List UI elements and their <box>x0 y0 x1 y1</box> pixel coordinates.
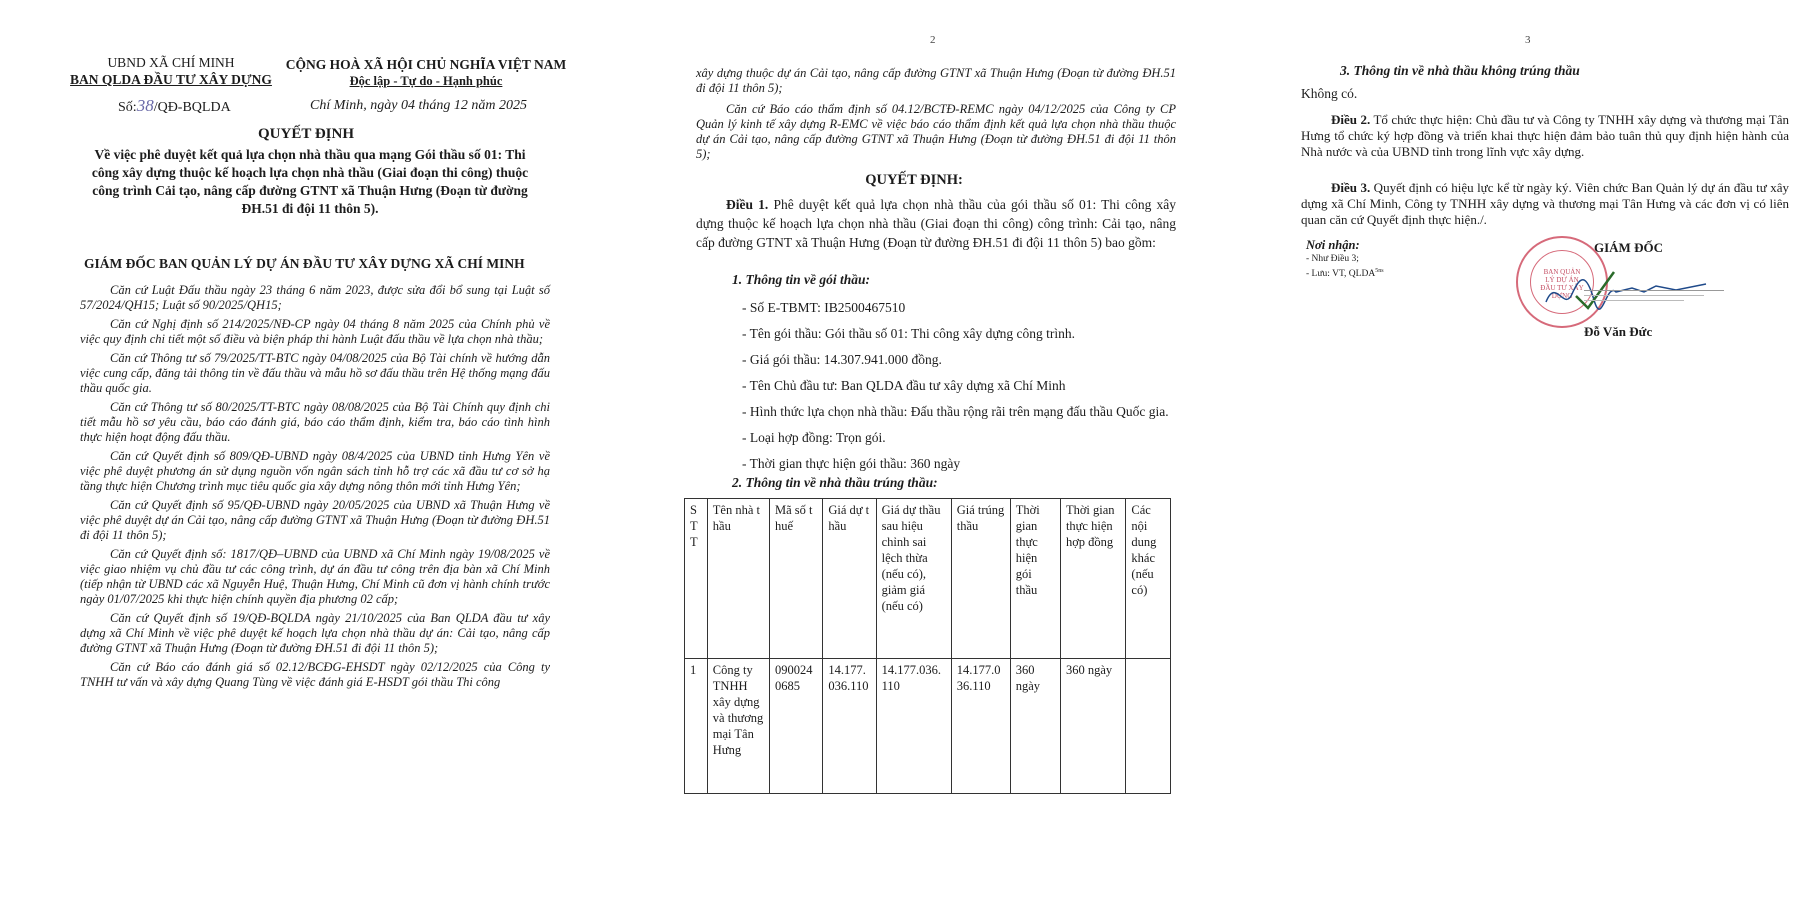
article-label: Điều 3. <box>1331 180 1371 195</box>
table-header-cell: Các nội dung khác (nếu có) <box>1126 499 1171 659</box>
table-cell: 360 ngày <box>1060 659 1125 794</box>
info-item: - Thời gian thực hiện gói thầu: 360 ngày <box>742 456 961 471</box>
decision-heading: QUYẾT ĐỊNH: <box>865 172 963 188</box>
table-cell: 360 ngày <box>1010 659 1060 794</box>
info-item: - Hình thức lựa chọn nhà thầu: Đấu thầu rộng rãi trên mạng đấu thầu Quốc gia. <box>742 404 1169 419</box>
org-parent: UBND XÃ CHÍ MINH <box>107 55 235 70</box>
digital-signature-info <box>1584 290 1734 305</box>
package-info-list <box>696 298 1182 473</box>
table-header-row <box>685 499 1171 659</box>
page-number: 3 <box>1525 34 1531 46</box>
table-cell: 14.177.036.110 <box>823 659 876 794</box>
national-header <box>276 56 576 90</box>
document-title: QUYẾT ĐỊNH <box>258 126 354 142</box>
issuing-org <box>62 54 280 88</box>
info-item: - Số E-TBMT: IB2500467510 <box>742 300 906 315</box>
article-label: Điều 2. <box>1331 112 1371 127</box>
ground-item: Căn cứ Quyết định số 809/QĐ-UBND ngày 08/4/2025 của UBND tỉnh Hưng Yên về việc phê duyệt phương án sử dụng nguồn vốn ngân sách tỉnh hỗ trợ các xã đầu tư cơ sở hạ tầng thực hiện Chương trình mục tiêu quốc gia xây dựng nông thôn mới tỉnh Hưng Yên; <box>80 449 550 493</box>
ground-item: Căn cứ Báo cáo đánh giá số 02.12/BCĐG-EHSDT ngày 02/12/2025 của Công ty TNHH tư vấn và xây dựng Quang Tùng về việc đánh giá E-HSDT gói thầu Thi công <box>80 660 550 689</box>
table-header-cell: Giá trúng thầu <box>951 499 1010 659</box>
handwritten-number: 38 <box>136 96 154 115</box>
stamp-text: BAN QUẢN LÝ DỰ ÁN ĐẦU TƯ XÂY DỰNG <box>1540 268 1584 300</box>
issuing-authority: GIÁM ĐỐC BAN QUẢN LÝ DỰ ÁN ĐẦU TƯ XÂY DỰNG XÃ CHÍ MINH <box>84 256 525 271</box>
info-item: - Giá gói thầu: 14.307.941.000 đồng. <box>742 352 942 367</box>
info-item: - Tên Chủ đầu tư: Ban QLDA đầu tư xây dựng xã Chí Minh <box>742 378 1066 393</box>
ground-item: Căn cứ Luật Đấu thầu ngày 23 tháng 6 năm 2023, được sửa đổi bổ sung tại Luật số 57/2024/QH15; Luật số 90/2025/QH15; <box>80 283 550 312</box>
recipient-item: - Lưu: VT, $QLDA^{5ns}$ <box>1306 268 1384 280</box>
section-heading: 2. Thông tin về nhà thầu trúng thầu: <box>732 475 938 490</box>
article-3: Điều 3. Quyết định có hiệu lực kể từ ngày ký. Viên chức Ban Quản lý dự án đầu tư xây dựng xã Chí Minh, Công ty TNHH xây dựng và thương mại Tân Hưng và các đơn vị có liên quan căn cứ Quyết định thực hiện./. <box>1301 180 1789 227</box>
recipient-item: - Như Điều 3; <box>1306 254 1359 264</box>
article-2: Điều 2. Tổ chức thực hiện: Chủ đầu tư và Công ty TNHH xây dựng và thương mại Tân Hưng tổ chức ký hợp đồng và triển khai thực hiện đảm bảo tuân thủ quy định hiện hành của Nhà nước và của UBND tỉnh trong lĩnh vực xây dựng. <box>1301 112 1789 159</box>
table-header-cell: Giá dự thầu sau hiệu chỉnh sai lệch thừa (nếu có), giảm giá (nếu có) <box>876 499 951 659</box>
document-subject: Về việc phê duyệt kết quả lựa chọn nhà thầu qua mạng Gói thầu số 01: Thi công xây dựng thuộc kế hoạch lựa chọn nhà thầu (Giai đoạn thi công) thuộc công trình Cải tạo, nâng cấp đường GTNT xã Thuận Hưng (Đoạn từ đường ĐH.51 đi đội 11 thôn 5). <box>91 147 529 216</box>
page-2 <box>612 0 1216 898</box>
table-cell: 14.177.036.110 <box>951 659 1010 794</box>
table-header-cell: Mã số thuế <box>769 499 822 659</box>
ground-item: Căn cứ Quyết định số 19/QĐ-BQLDA ngày 21/10/2025 của Ban QLDA đầu tư xây dựng xã Chí Minh về việc phê duyệt kế hoạch lựa chọn nhà thầu dự án: Cải tạo, nâng cấp đường GTNT xã Thuận Hưng (Đoạn từ đường ĐH.51 đi đội 11 thôn 5); <box>80 611 550 655</box>
ground-item: Căn cứ Thông tư số 80/2025/TT-BTC ngày 08/08/2025 của Bộ Tài Chính quy định chi tiết mẫu hồ sơ yêu cầu, báo cáo đánh giá, báo cáo thẩm định, kiểm tra, báo cáo tình hình thực hiện hoạt động đấu thầu. <box>80 400 550 444</box>
document-number: Số:38/QĐ-BQLDA <box>118 96 231 115</box>
issue-date: Chí Minh, ngày 04 tháng 12 năm 2025 <box>310 98 527 113</box>
page-number: 2 <box>930 34 936 46</box>
ground-item: Căn cứ Báo cáo thẩm định số 04.12/BCTĐ-REMC ngày 04/12/2025 của Công ty CP Quản lý kinh tế xây dựng R-EMC về việc báo cáo thẩm định kết quả lựa chọn nhà thầu thuộc dự án Cải tạo, nâng cấp đường GTNT xã Thuận Hưng (Đoạn từ đường ĐH.51 đi đội 11 thôn 5); <box>696 102 1176 161</box>
winning-bidder-table <box>684 498 1171 794</box>
signer-title: GIÁM ĐỐC <box>1594 240 1663 255</box>
org-name: BAN QLDA ĐẦU TƯ XÂY DỰNG <box>70 72 272 87</box>
table-cell: 14.177.036.110 <box>876 659 951 794</box>
table-cell: 1 <box>685 659 708 794</box>
recipients-block <box>1306 238 1384 280</box>
page-3 <box>1216 0 1799 898</box>
article-1: Điều 1. Phê duyệt kết quả lựa chọn nhà thầu của gói thầu số 01: Thi công xây dựng thuộc kế hoạch lựa chọn nhà thầu (Giai đoạn thi công) công trình: Cải tạo, nâng cấp đường GTNT xã Thuận Hưng (Đoạn từ đường ĐH.51 đi đội 11 thôn 5) bao gồm: <box>696 197 1176 250</box>
info-item: - Tên gói thầu: Gói thầu số 01: Thi công xây dựng công trình. <box>742 326 1076 341</box>
table-cell <box>1126 659 1171 794</box>
national-motto: Độc lập - Tự do - Hạnh phúc <box>349 74 503 88</box>
signer-name: Đỗ Văn Đức <box>1584 324 1653 339</box>
table-header-cell: Tên nhà thầu <box>707 499 769 659</box>
none-text: Không có. <box>1301 86 1358 101</box>
table-row <box>685 659 1171 794</box>
table-cell: Công ty TNHH xây dựng và thương mại Tân Hưng <box>707 659 769 794</box>
article-label: Điều 1. <box>726 197 769 212</box>
page-1 <box>0 0 612 898</box>
table-header-cell: Thời gian thực hiện gói thầu <box>1010 499 1060 659</box>
table-header-cell: Thời gian thực hiện hợp đồng <box>1060 499 1125 659</box>
table-header-cell: STT <box>685 499 708 659</box>
ground-continued: xây dựng thuộc dự án Cải tạo, nâng cấp đường GTNT xã Thuận Hưng (Đoạn từ đường ĐH.51 đi đội 11 thôn 5); <box>696 66 1176 95</box>
info-item: - Loại hợp đồng: Trọn gói. <box>742 430 886 445</box>
section-heading: 1. Thông tin về gói thầu: <box>732 272 871 287</box>
ground-item: Căn cứ Quyết định số: 1817/QĐ–UBND của UBND xã Chí Minh ngày 19/08/2025 về việc giao nhiệm vụ chủ đầu tư các công trình, dự án đầu tư công trên địa bàn xã Chí Minh (tiếp nhận từ UBND các xã Nguyễn Huệ, Thuận Hưng, Chí Minh cũ đơn vị hành chính trước ngày 01/07/2025 khi thực hiện chính quyền địa phương 02 cấp; <box>80 547 550 606</box>
section-heading: 3. Thông tin về nhà thầu không trúng thầu <box>1340 63 1580 78</box>
table-cell: 0900240685 <box>769 659 822 794</box>
country-name: CỘNG HOÀ XÃ HỘI CHỦ NGHĨA VIỆT NAM <box>285 57 567 72</box>
legal-grounds <box>80 283 550 690</box>
table-header-cell: Giá dự thầu <box>823 499 876 659</box>
recipients-label: Nơi nhận: <box>1306 238 1360 252</box>
ground-item: Căn cứ Thông tư số 79/2025/TT-BTC ngày 04/08/2025 của Bộ Tài chính về hướng dẫn việc cung cấp, đăng tải thông tin về đấu thầu và mẫu hồ sơ đấu thầu trên Hệ thống mạng đấu thầu quốc gia. <box>80 351 550 395</box>
ground-item: Căn cứ Quyết định số 95/QĐ-UBND ngày 20/05/2025 của UBND xã Thuận Hưng về việc phê duyệt dự án Cải tạo, nâng cấp đường GTNT xã Thuận Hưng (Đoạn từ đường ĐH.51 đi đội 11 thôn 5); <box>80 498 550 542</box>
ground-item: Căn cứ Nghị định số 214/2025/NĐ-CP ngày 04 tháng 8 năm 2025 của Chính phủ về việc quy định chi tiết một số điều và biện pháp thi hành Luật đấu thầu về lựa chọn nhà thầu; <box>80 317 550 346</box>
